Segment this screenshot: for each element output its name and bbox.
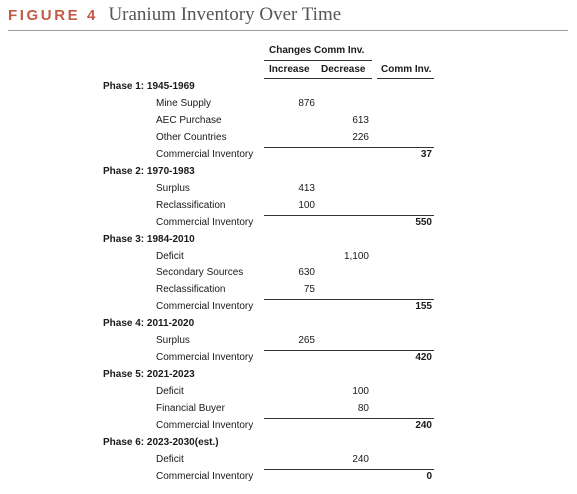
decrease-value: 226 (352, 132, 369, 143)
commercial-inventory-label: Commercial Inventory (156, 471, 254, 482)
line-item-label: Surplus (156, 183, 190, 194)
phase-header: Phase 1: 1945-1969 (103, 81, 195, 92)
phase-header: Phase 2: 1970-1983 (103, 166, 195, 177)
subtotal-rule (264, 299, 434, 300)
decrease-value: 240 (352, 454, 369, 465)
group-header: Changes Comm Inv. (269, 45, 365, 56)
comm-inv-value: 37 (420, 149, 432, 160)
figure-title-text: Uranium Inventory Over Time (108, 4, 342, 25)
phase-header: Phase 3: 1984-2010 (103, 234, 195, 245)
increase-value: 75 (303, 284, 315, 295)
line-item-label: Surplus (156, 335, 190, 346)
commercial-inventory-label: Commercial Inventory (156, 217, 254, 228)
subtotal-rule (264, 215, 434, 216)
comm-inv-value: 155 (415, 301, 432, 312)
phase-header: Phase 4: 2011-2020 (103, 318, 195, 329)
comm-inv-value: 420 (415, 352, 432, 363)
increase-value: 630 (298, 267, 315, 278)
header-rule-comm (377, 78, 434, 79)
header-rule-changes (264, 78, 372, 79)
line-item-label: Mine Supply (156, 98, 212, 109)
figure-label: FIGURE 4 (8, 7, 98, 24)
increase-value: 413 (298, 183, 315, 194)
group-header-rule (264, 60, 372, 61)
decrease-value: 613 (352, 115, 369, 126)
subtotal-rule (264, 350, 434, 351)
line-item-label: Deficit (156, 251, 184, 262)
title-divider (8, 30, 568, 31)
commercial-inventory-label: Commercial Inventory (156, 420, 254, 431)
subtotal-rule (264, 469, 434, 470)
col-header-comm-inv: Comm Inv. (381, 64, 432, 75)
comm-inv-value: 550 (415, 217, 432, 228)
comm-inv-value: 0 (426, 471, 432, 482)
line-item-label: Deficit (156, 454, 184, 465)
decrease-value: 80 (357, 403, 369, 414)
subtotal-rule (264, 418, 434, 419)
increase-value: 265 (298, 335, 315, 346)
commercial-inventory-label: Commercial Inventory (156, 352, 254, 363)
col-header-decrease: Decrease (321, 64, 366, 75)
line-item-label: Reclassification (156, 200, 226, 211)
line-item-label: Reclassification (156, 284, 226, 295)
line-item-label: Other Countries (156, 132, 227, 143)
figure-title (8, 2, 341, 28)
phase-header: Phase 5: 2021-2023 (103, 369, 195, 380)
decrease-value: 1,100 (343, 251, 369, 262)
line-item-label: Secondary Sources (156, 267, 244, 278)
increase-value: 100 (298, 200, 315, 211)
line-item-label: Deficit (156, 386, 184, 397)
phase-header: Phase 6: 2023-2030(est.) (103, 437, 219, 448)
decrease-value: 100 (352, 386, 369, 397)
comm-inv-value: 240 (415, 420, 432, 431)
line-item-label: AEC Purchase (156, 115, 222, 126)
increase-value: 876 (298, 98, 315, 109)
col-header-increase: Increase (269, 64, 310, 75)
line-item-label: Financial Buyer (156, 403, 225, 414)
subtotal-rule (264, 147, 434, 148)
commercial-inventory-label: Commercial Inventory (156, 301, 254, 312)
commercial-inventory-label: Commercial Inventory (156, 149, 254, 160)
